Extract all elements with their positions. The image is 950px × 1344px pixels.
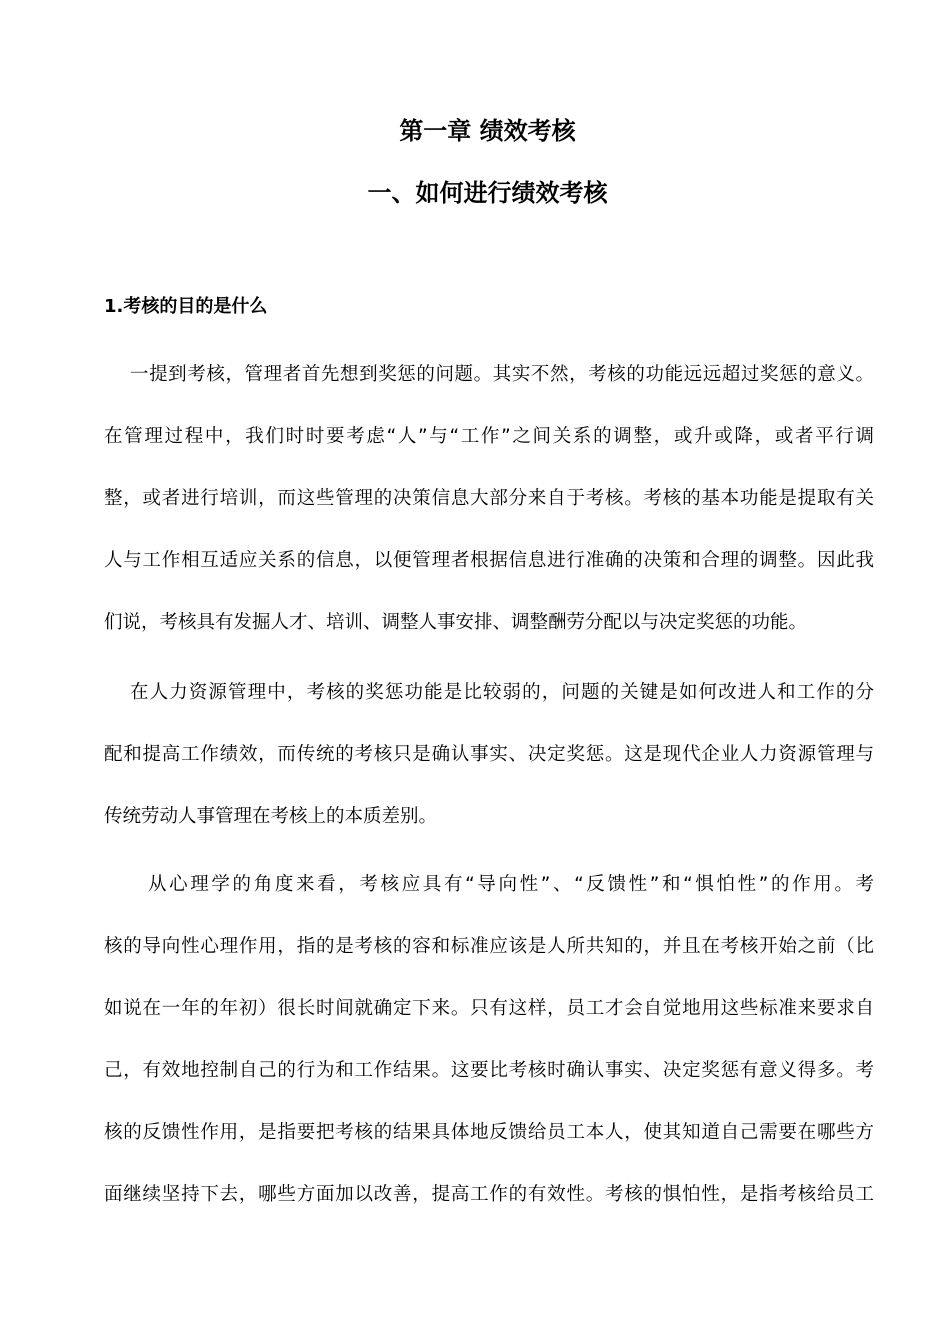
paragraph-line: 己，有效地控制自己的行为和工作结果。这要比考核时确认事实、决定奖惩有意义得多。考 xyxy=(104,1060,874,1081)
paragraph-line: 人与工作相互适应关系的信息，以便管理者根据信息进行准确的决策和合理的调整。因此我 xyxy=(104,550,874,571)
paragraph-line: 配和提高工作绩效，而传统的考核只是确认事实、决定奖惩。这是现代企业人力资源管理与 xyxy=(104,744,874,765)
paragraph-line: 在管理过程中，我们时时要考虑“人”与“工作”之间关系的调整，或升或降，或者平行调 xyxy=(104,426,874,447)
paragraph-line: 如说在一年的年初）很长时间就确定下来。只有这样，员工才会自觉地用这些标准来要求自 xyxy=(104,998,874,1019)
paragraph-line: 传统劳动人事管理在考核上的本质差别。 xyxy=(104,806,438,827)
paragraph-purpose-functions xyxy=(104,362,874,672)
paragraph-line: 整，或者进行培训，而这些管理的决策信息大部分来自于考核。考核的基本功能是提取有关 xyxy=(104,488,874,509)
paragraph-line: 在人力资源管理中，考核的奖惩功能是比较弱的，问题的关键是如何改进人和工作的分 xyxy=(130,682,874,703)
paragraph-line: 核的导向性心理作用，指的是考核的容和标准应该是人所共知的，并且在考核开始之前（比 xyxy=(104,936,874,957)
subsection-title: 1.考核的目的是什么 xyxy=(104,296,268,317)
section-title: 一、如何进行绩效考核 xyxy=(367,179,608,207)
paragraph-psychology xyxy=(104,872,874,1244)
paragraph-line: 们说，考核具有发掘人才、培训、调整人事安排、调整酬劳分配以与决定奖惩的功能。 xyxy=(104,612,808,633)
paragraph-line: 核的反馈性作用，是指要把考核的结果具体地反馈给员工本人，使其知道自己需要在哪些方 xyxy=(104,1122,874,1143)
paragraph-line: 从心理学的角度来看，考核应具有“导向性”、“反馈性”和“惧怕性”的作用。考 xyxy=(148,874,874,895)
paragraph-line: 面继续坚持下去，哪些方面加以改善，提高工作的有效性。考核的惧怕性，是指考核给员工 xyxy=(104,1184,874,1205)
paragraph-hr-management xyxy=(104,680,874,866)
chapter-title: 第一章 绩效考核 xyxy=(399,117,576,145)
paragraph-line: 一提到考核，管理者首先想到奖惩的问题。其实不然，考核的功能远远超过奖惩的意义。 xyxy=(130,364,874,385)
